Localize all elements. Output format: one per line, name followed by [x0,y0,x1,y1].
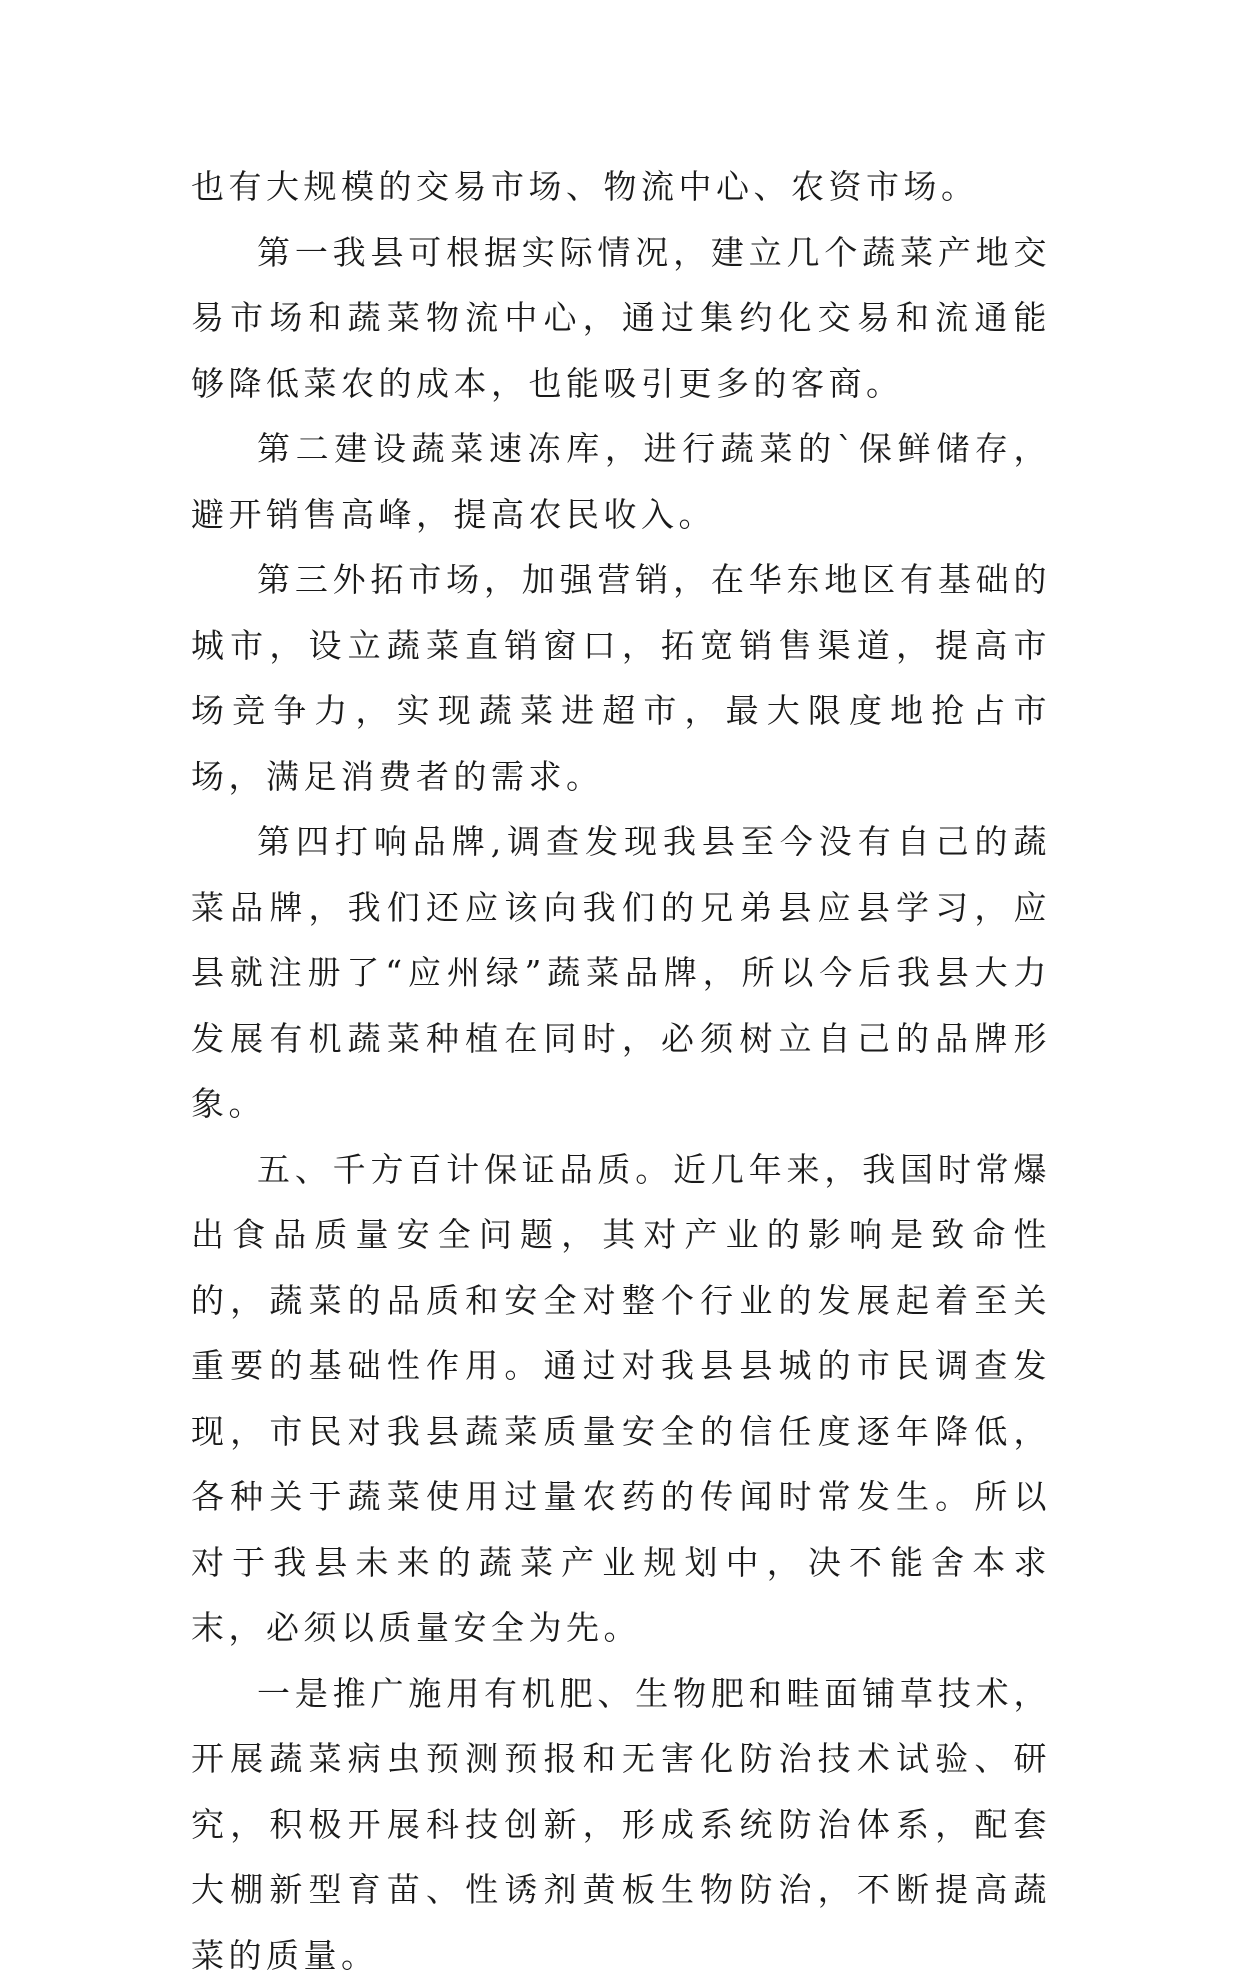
paragraph-4: 第三外拓市场，加强营销，在华东地区有基础的城市，设立蔬菜直销窗口，拓宽销售渠道，提高市场竞争力，实现蔬菜进超市，最大限度地抢占市场，满足消费者的需求。 [191,547,1051,809]
paragraph-5: 第四打响品牌,调查发现我县至今没有自己的蔬菜品牌，我们还应该向我们的兄弟县应县学习，应县就注册了“应州绿”蔬菜品牌，所以今后我县大力发展有机蔬菜种植在同时，必须树立自己的品牌形象。 [191,809,1051,1137]
document-body [191,154,1051,1988]
paragraph-7: 一是推广施用有机肥、生物肥和畦面铺草技术，开展蔬菜病虫预测预报和无害化防治技术试验、研究，积极开展科技创新，形成系统防治体系，配套大棚新型育苗、性诱剂黄板生物防治，不断提高蔬菜的质量。 [191,1661,1051,1988]
paragraph-1: 也有大规模的交易市场、物流中心、农资市场。 [191,154,1051,220]
paragraph-2: 第一我县可根据实际情况，建立几个蔬菜产地交易市场和蔬菜物流中心，通过集约化交易和流通能够降低菜农的成本，也能吸引更多的客商。 [191,220,1051,417]
paragraph-3: 第二建设蔬菜速冻库，进行蔬菜的`保鲜储存，避开销售高峰，提高农民收入。 [191,416,1051,547]
paragraph-6: 五、千方百计保证品质。近几年来，我国时常爆出食品质量安全问题，其对产业的影响是致命性的，蔬菜的品质和安全对整个行业的发展起着至关重要的基础性作用。通过对我县县城的市民调查发现，市民对我县蔬菜质量安全的信任度逐年降低，各种关于蔬菜使用过量农药的传闻时常发生。所以对于我县未来的蔬菜产业规划中，决不能舍本求末，必须以质量安全为先。 [191,1137,1051,1661]
